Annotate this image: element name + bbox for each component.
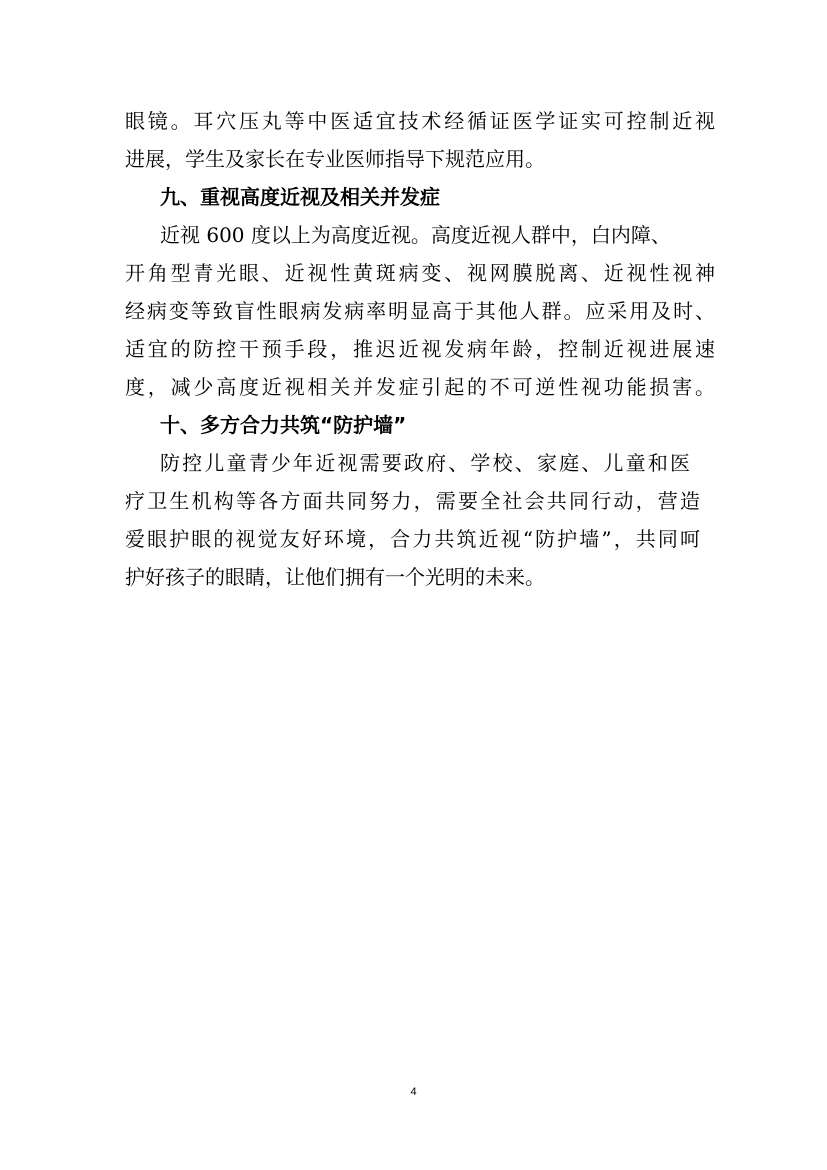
- paragraph-line: 适宜的防控干预手段，推迟近视发病年龄，控制近视进展速: [125, 337, 715, 361]
- paragraph-line: 眼镜。耳穴压丸等中医适宜技术经循证医学证实可控制近视: [125, 109, 715, 133]
- paragraph-line: 护好孩子的眼睛，让他们拥有一个光明的未来。: [125, 565, 545, 589]
- paragraph-line: 疗卫生机构等各方面共同努力，需要全社会共同行动，营造: [125, 489, 700, 513]
- paragraph-line: 爱眼护眼的视觉友好环境，合力共筑近视“防护墙”，共同呵: [125, 527, 700, 551]
- section-heading: 十、多方合力共筑“防护墙”: [160, 413, 407, 437]
- paragraph-line: 经病变等致盲性眼病发病率明显高于其他人群。应采用及时、: [125, 299, 715, 323]
- paragraph-line: 近视 600 度以上为高度近视。高度近视人群中，白内障、: [160, 223, 671, 247]
- paragraph-line: 开角型青光眼、近视性黄斑病变、视网膜脱离、近视性视神: [125, 261, 715, 285]
- paragraph-line: 进展，学生及家长在专业医师指导下规范应用。: [125, 147, 545, 171]
- paragraph-line: 防控儿童青少年近视需要政府、学校、家庭、儿童和医: [160, 451, 690, 475]
- section-heading: 九、重视高度近视及相关并发症: [160, 185, 440, 209]
- page-number: 4: [410, 1086, 417, 1098]
- paragraph-line: 度，减少高度近视相关并发症引起的不可逆性视功能损害。: [125, 375, 715, 399]
